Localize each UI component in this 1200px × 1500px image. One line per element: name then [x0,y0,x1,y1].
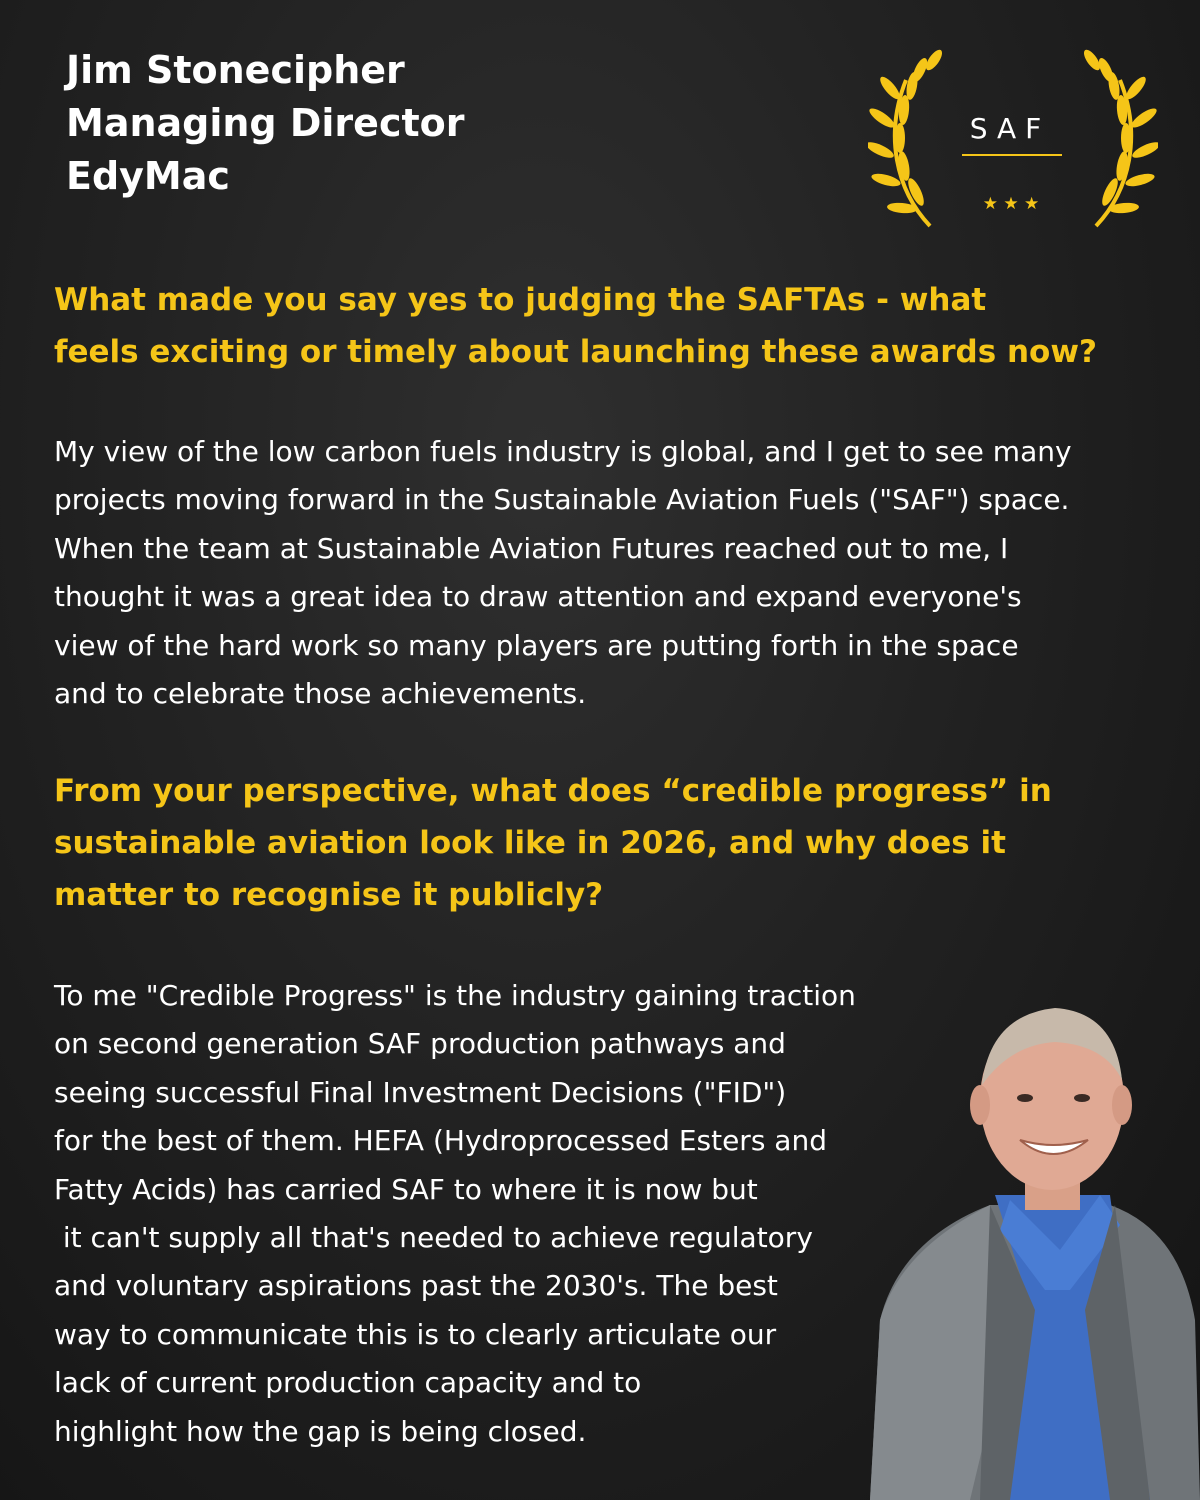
answer-line: My view of the low carbon fuels industry is global, and I get to see many [54,435,1072,468]
answer-2 [54,972,924,1456]
answer-line: To me "Credible Progress" is the industry gaining traction [54,979,856,1012]
answer-line: way to communicate this is to clearly articulate our [54,1317,777,1351]
question-line: feels exciting or timely about launching these awards now? [54,334,1097,370]
saf-logo-text: SAF [969,112,1051,145]
question-line: matter to recognise it publicly? [54,877,604,913]
logo-stars: ★ ★ ★ [982,194,1040,214]
answer-line: and voluntary aspirations past the 2030's. The best [54,1269,778,1303]
question-1 [54,274,1164,378]
answer-line: view of the hard work so many players are putting forth in the space [54,628,1019,662]
speaker-photo [860,990,1200,1500]
answer-line: seeing successful Final Investment Decisions ("FID") [54,1075,787,1109]
speaker-role: Managing Director [66,101,465,145]
question-2 [54,765,1164,921]
answer-line: and to celebrate those achievements. [54,677,587,711]
answer-1 [54,428,1164,718]
saf-logo [868,40,1158,230]
answer-line: lack of current production capacity and to [54,1366,642,1400]
speaker-company: EdyMac [66,154,230,198]
speaker-name: Jim Stonecipher [66,48,405,92]
answer-line: Fatty Acids) has carried SAF to where it is now but [54,1172,758,1206]
answer-line: When the team at Sustainable Aviation Futures reached out to me, I [54,531,1009,565]
answer-line: thought it was a great idea to draw attention and expand everyone's [54,580,1022,614]
question-line: What made you say yes to judging the SAFTAs - what [54,282,987,318]
answer-line: on second generation SAF production pathways and [54,1027,786,1061]
answer-line: it can't supply all that's needed to achieve regulatory [54,1221,813,1255]
answer-line: for the best of them. HEFA (Hydroprocessed Esters and [54,1124,827,1158]
answer-line: projects moving forward in the Sustainable Aviation Fuels ("SAF") space. [54,483,1070,517]
answer-line: highlight how the gap is being closed. [54,1414,587,1448]
question-line: From your perspective, what does “credible progress” in [54,773,1052,809]
question-line: sustainable aviation look like in 2026, and why does it [54,825,1006,861]
speaker-info [66,44,464,203]
